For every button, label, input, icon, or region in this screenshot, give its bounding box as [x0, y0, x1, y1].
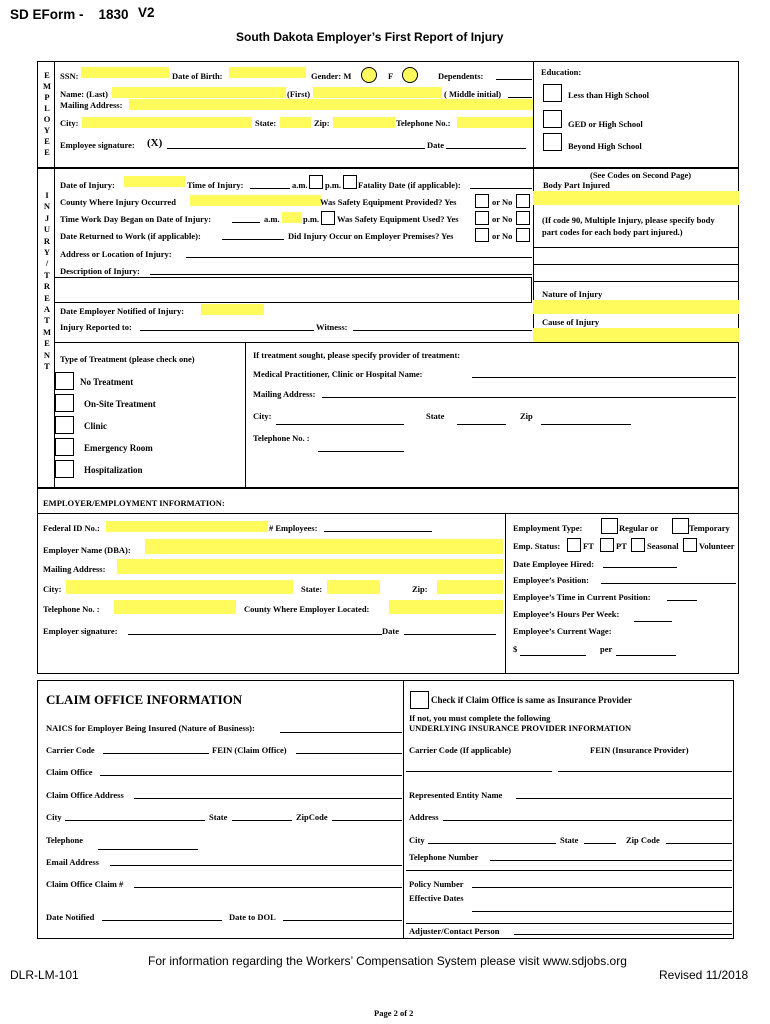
employer-state-label: State: — [301, 584, 323, 594]
emp-type-label: Employment Type: — [513, 523, 583, 533]
treatment-option: On-Site Treatment — [84, 399, 156, 409]
revised-date: Revised 11/2018 — [659, 968, 749, 982]
county-field[interactable] — [190, 195, 321, 206]
employer-phone-field[interactable] — [114, 600, 236, 614]
hospitalization-checkbox[interactable] — [55, 460, 74, 478]
carrier-code-app-label: Carrier Code (If applicable) — [409, 745, 512, 755]
claim-phone-field[interactable] — [98, 840, 198, 850]
gender-label: Gender: M — [311, 71, 352, 81]
federal-id-label: Federal ID No.: — [43, 523, 100, 533]
pm-label: p.m. — [325, 180, 342, 190]
provider-heading: If treatment sought, please specify provider of treatment: — [253, 350, 461, 360]
insurer-city-label: City — [409, 835, 425, 845]
insurer-address-field[interactable] — [443, 811, 732, 821]
cause-label: Cause of Injury — [542, 317, 600, 327]
practitioner-field[interactable] — [472, 368, 736, 378]
employer-zip-label: Zip: — [412, 584, 428, 594]
employer-heading: EMPLOYER/EMPLOYMENT INFORMATION: — [43, 498, 225, 508]
claim-email-field[interactable] — [110, 856, 402, 866]
claim-city-label: City — [46, 812, 62, 822]
date-notified-label: Date Employer Notified of Injury: — [60, 306, 185, 316]
time-am-field[interactable] — [282, 212, 302, 223]
employee-signature-label: Employee signature: — [60, 140, 135, 150]
address-location-label: Address or Location of Injury: — [60, 249, 172, 259]
name-last-field[interactable] — [112, 87, 286, 98]
witness-label: Witness: — [316, 322, 348, 332]
gender-f-radio[interactable] — [402, 67, 418, 83]
fein-claim-label: FEIN (Claim Office) — [212, 745, 287, 755]
employee-side-label: E M P L O Y E E — [42, 70, 52, 157]
claim-state-label: State — [209, 812, 228, 822]
provider-mailing-label: Mailing Address: — [253, 389, 316, 399]
time-work-day-field[interactable] — [232, 213, 260, 223]
time-position-field[interactable] — [667, 591, 697, 601]
description-field[interactable] — [150, 265, 532, 275]
hours-week-label: Employee’s Hours Per Week: — [513, 609, 620, 619]
treatment-option: Emergency Room — [84, 443, 153, 453]
ssn-label: SSN: — [60, 71, 79, 81]
state-field[interactable] — [280, 117, 311, 128]
dob-label: Date of Birth: — [172, 71, 223, 81]
dob-field[interactable] — [229, 67, 306, 78]
pt-label: PT — [616, 541, 627, 551]
carrier-code-label: Carrier Code — [46, 745, 95, 755]
claim-zip-label: ZipCode — [296, 812, 328, 822]
employer-city-field[interactable] — [66, 580, 293, 594]
fein-insurer-field[interactable] — [558, 762, 732, 772]
footer-info: For information regarding the Workers’ Compensation System please visit www.sdjobs.org — [148, 954, 627, 968]
safety-provided-or-no: or No — [492, 197, 513, 207]
edu-option: GED or High School — [568, 119, 643, 129]
dependents-field[interactable] — [496, 70, 532, 80]
safety-used-yes-checkbox[interactable] — [475, 211, 489, 225]
insurer-state-label: State — [560, 835, 579, 845]
adjuster-label: Adjuster/Contact Person — [409, 926, 500, 936]
on-premises-or-no: or No — [492, 231, 513, 241]
cause-field[interactable] — [533, 328, 739, 342]
county-label: County Where Injury Occurred — [60, 197, 176, 207]
claim-address-label: Claim Office Address — [46, 790, 124, 800]
employee-date-field[interactable] — [446, 139, 526, 149]
witness-field[interactable] — [353, 321, 532, 331]
safety-used-no-checkbox[interactable] — [516, 211, 530, 225]
provider-zip-label: Zip — [520, 411, 533, 421]
phone-label: Telephone No.: — [396, 118, 451, 128]
codes-note: (See Codes on Second Page) — [590, 170, 692, 180]
form-code: DLR-LM-101 — [10, 968, 79, 982]
wage-label: Employee’s Current Wage: — [513, 626, 612, 636]
provider-city-label: City: — [253, 411, 272, 421]
claim-phone-label: Telephone — [46, 835, 84, 845]
entity-field[interactable] — [516, 789, 732, 799]
provider-phone-label: Telephone No. : — [253, 433, 310, 443]
treatment-option: Hospitalization — [84, 465, 143, 475]
treatment-type-label: Type of Treatment (please check one) — [60, 354, 195, 364]
on-premises-label: Did Injury Occur on Employer Premises? Yes — [288, 231, 454, 241]
insurer-zip-field[interactable] — [666, 834, 732, 844]
injury-side-label: I N J U R Y / T R E A T M E N T — [42, 190, 52, 372]
naics-field[interactable] — [280, 723, 402, 733]
nature-label: Nature of Injury — [542, 289, 603, 299]
on-premises-no-checkbox[interactable] — [516, 228, 530, 242]
name-first-field[interactable] — [313, 87, 442, 98]
provider-zip-field[interactable] — [541, 415, 631, 425]
reported-to-label: Injury Reported to: — [60, 322, 132, 332]
emp-status-label: Emp. Status: — [513, 541, 561, 551]
dependents-label: Dependents: — [438, 71, 484, 81]
policy-field[interactable] — [472, 878, 732, 888]
fein-claim-field[interactable] — [296, 744, 402, 754]
description-label: Description of Injury: — [60, 266, 140, 276]
date-dol-field[interactable] — [283, 911, 402, 921]
clinic-checkbox[interactable] — [55, 416, 74, 434]
phone-field[interactable] — [457, 117, 533, 128]
zip-field[interactable] — [333, 117, 395, 128]
employer-signature-label: Employer signature: — [43, 626, 118, 636]
date-of-injury-label: Date of Injury: — [60, 180, 115, 190]
provider-mailing-field[interactable] — [322, 388, 736, 398]
regular-checkbox[interactable] — [601, 518, 618, 534]
claim-email-label: Email Address — [46, 857, 99, 867]
fatality-label: Fatality Date (if applicable): — [358, 180, 461, 190]
ft-checkbox[interactable] — [567, 538, 581, 552]
employer-state-field[interactable] — [327, 580, 380, 594]
employer-city-label: City: — [43, 584, 62, 594]
date-notified-field[interactable] — [201, 304, 264, 315]
insurer-zip-label: Zip Code — [626, 835, 660, 845]
mailing-label: Mailing Address: — [60, 100, 123, 110]
page-title: South Dakota Employer’s First Report of Injury — [236, 30, 504, 44]
description-box[interactable] — [54, 277, 532, 303]
carrier-code-field[interactable] — [103, 744, 209, 754]
time-of-injury-field[interactable] — [250, 179, 290, 189]
entity-label: Represented Entity Name — [409, 790, 503, 800]
per-label: per — [600, 644, 613, 654]
edu-less-hs-checkbox[interactable] — [543, 84, 562, 102]
same-as-insurer-label: Check if Claim Office is same as Insurance Provider — [431, 695, 632, 705]
position-label: Employee’s Position: — [513, 575, 589, 585]
insurer-city-field[interactable] — [428, 834, 556, 844]
provider-city-field[interactable] — [276, 415, 404, 425]
temporary-checkbox[interactable] — [672, 518, 689, 534]
date-hired-field[interactable] — [603, 558, 677, 568]
reported-to-field[interactable] — [140, 321, 314, 331]
num-employees-field[interactable] — [324, 522, 432, 532]
date-notified-claim-label: Date Notified — [46, 912, 95, 922]
edu-option: Less than High School — [568, 90, 650, 100]
safety-used-label: Was Safety Equipment Used? Yes — [337, 214, 459, 224]
fein-insurer-label: FEIN (Insurance Provider) — [590, 745, 689, 755]
employer-zip-field[interactable] — [437, 580, 503, 594]
claim-heading: CLAIM OFFICE INFORMATION — [46, 692, 243, 707]
treatment-option: No Treatment — [80, 377, 134, 387]
pm-checkbox[interactable] — [343, 175, 357, 189]
position-field[interactable] — [601, 574, 736, 584]
volunteer-label: Volunteer — [699, 541, 735, 551]
federal-id-field[interactable] — [106, 521, 268, 532]
mailing-field[interactable] — [129, 99, 533, 110]
time-of-injury-label: Time of Injury: — [187, 180, 244, 190]
policy-label: Policy Number — [409, 879, 464, 889]
date-returned-label: Date Returned to Work (if applicable): — [60, 231, 201, 241]
form-id: SD EForm - 1830 — [10, 7, 129, 22]
employer-mailing-field[interactable] — [117, 559, 503, 574]
edu-ged-hs-checkbox[interactable] — [543, 110, 562, 128]
employer-name-field[interactable] — [145, 539, 503, 554]
signature-mark: (X) — [147, 137, 163, 149]
gender-f-label: F — [388, 71, 394, 81]
zip-label: Zip: — [314, 118, 330, 128]
claim-number-label: Claim Office Claim # — [46, 879, 124, 889]
name-last-label: Name: (Last) — [60, 89, 108, 99]
insurer-state-field[interactable] — [584, 834, 616, 844]
ft-label: FT — [583, 541, 594, 551]
employee-date-label: Date — [427, 140, 444, 150]
treatment-option: Clinic — [84, 421, 108, 431]
fatality-field[interactable] — [470, 179, 532, 189]
date-returned-field[interactable] — [222, 230, 284, 240]
if-not-note: If not, you must complete the following — [409, 713, 551, 723]
carrier-code-app-field[interactable] — [406, 762, 552, 772]
date-of-injury-field[interactable] — [124, 176, 185, 187]
am-label: a.m. — [292, 180, 308, 190]
name-middle-label: ( Middle initial) — [444, 89, 502, 99]
insurer-phone-label: Telephone Number — [409, 852, 479, 862]
safety-provided-label: Was Safety Equipment Provided? Yes — [320, 197, 457, 207]
employer-date-field[interactable] — [404, 625, 496, 635]
claim-state-field[interactable] — [232, 811, 292, 821]
employee-signature-field[interactable] — [167, 139, 425, 149]
naics-label: NAICS for Employer Being Insured (Nature of Business): — [46, 723, 255, 733]
city-label: City: — [60, 118, 79, 128]
safety-provided-yes-checkbox[interactable] — [475, 194, 489, 208]
claim-section — [37, 680, 734, 939]
claim-number-field[interactable] — [134, 878, 402, 888]
claim-zip-field[interactable] — [332, 811, 402, 821]
claim-office-field[interactable] — [100, 766, 402, 776]
num-employees-label: # Employees: — [269, 523, 318, 533]
volunteer-checkbox[interactable] — [683, 538, 697, 552]
time-am-label: a.m. — [264, 214, 280, 224]
form-version: V2 — [138, 5, 155, 20]
ssn-field[interactable] — [81, 67, 169, 78]
temporary-label: Temporary — [689, 523, 730, 533]
provider-phone-field[interactable] — [318, 442, 404, 452]
page-number: Page 2 of 2 — [374, 1008, 414, 1018]
am-checkbox[interactable] — [309, 175, 323, 189]
time-work-day-label: Time Work Day Began on Date of Injury: — [60, 214, 212, 224]
employer-name-label: Employer Name (DBA): — [43, 545, 131, 555]
state-label: State: — [255, 118, 277, 128]
employer-date-label: Date — [382, 626, 399, 636]
claim-address-field[interactable] — [134, 789, 402, 799]
no-treatment-checkbox[interactable] — [55, 372, 74, 390]
wage-field[interactable] — [520, 646, 586, 656]
provider-state-label: State — [426, 411, 445, 421]
safety-used-or-no: or No — [492, 214, 513, 224]
insurer-address-label: Address — [409, 812, 439, 822]
hours-week-field[interactable] — [634, 612, 672, 622]
body-part-label: Body Part Injured — [543, 180, 610, 190]
nature-field[interactable] — [533, 300, 739, 314]
name-first-label: (First) — [287, 89, 311, 99]
claim-office-label: Claim Office — [46, 767, 93, 777]
employer-phone-label: Telephone No. : — [43, 604, 100, 614]
date-hired-label: Date Employee Hired: — [513, 559, 595, 569]
gender-m-radio[interactable] — [361, 67, 377, 83]
underlying-heading: UNDERLYING INSURANCE PROVIDER INFORMATION — [409, 723, 632, 733]
seasonal-label: Seasonal — [647, 541, 679, 551]
body-part-field[interactable] — [533, 191, 739, 205]
emergency-room-checkbox[interactable] — [55, 438, 74, 456]
date-notified-claim-field[interactable] — [102, 911, 222, 921]
seasonal-checkbox[interactable] — [631, 538, 645, 552]
practitioner-label: Medical Practitioner, Clinic or Hospital Name: — [253, 369, 423, 379]
date-dol-label: Date to DOL — [229, 912, 276, 922]
education-label: Education: — [541, 67, 582, 77]
time-pm-checkbox[interactable] — [321, 211, 335, 225]
effective-field[interactable] — [472, 902, 732, 912]
code90-note: (If code 90, Multiple Injury, please specify body part codes for each body part injured.) — [542, 215, 715, 237]
address-location-field[interactable] — [186, 248, 532, 258]
time-position-label: Employee’s Time in Current Position: — [513, 592, 651, 602]
edu-option: Beyond High School — [568, 141, 642, 151]
onsite-treatment-checkbox[interactable] — [55, 394, 74, 412]
wage-per-field[interactable] — [616, 646, 676, 656]
insurer-phone-field[interactable] — [490, 851, 732, 861]
name-middle-field[interactable] — [508, 88, 532, 98]
edu-beyond-hs-checkbox[interactable] — [543, 133, 562, 151]
regular-label: Regular or — [619, 523, 659, 533]
employer-mailing-label: Mailing Address: — [43, 564, 106, 574]
pt-checkbox[interactable] — [600, 538, 614, 552]
adjuster-field[interactable] — [514, 925, 732, 935]
provider-state-field[interactable] — [457, 415, 506, 425]
dollar-sign: $ — [513, 644, 518, 654]
employer-county-field[interactable] — [389, 600, 503, 614]
safety-provided-no-checkbox[interactable] — [516, 194, 530, 208]
employer-county-label: County Where Employer Located: — [244, 604, 370, 614]
time-pm-label: p.m. — [303, 214, 320, 224]
employer-signature-field[interactable] — [128, 625, 382, 635]
on-premises-yes-checkbox[interactable] — [475, 228, 489, 242]
claim-city-field[interactable] — [65, 811, 205, 821]
city-field[interactable] — [82, 117, 252, 128]
effective-label: Effective Dates — [409, 893, 464, 903]
same-as-insurer-checkbox[interactable] — [410, 691, 429, 709]
